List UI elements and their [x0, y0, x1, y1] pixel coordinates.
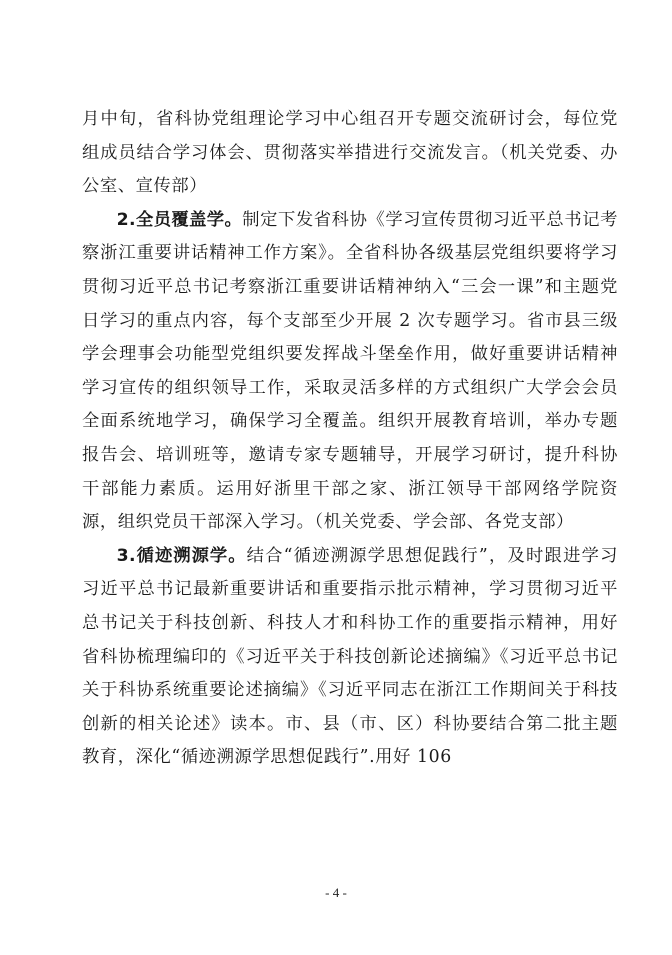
paragraph-3-text: 结合“循迹溯源学思想促践行”，及时跟进学习习近平总书记最新重要讲话和重要指示批示精神，学习贯彻习近平总书记关于科技创新、科技人才和科协工作的重要指示精神，用好省科协梳理编印的《习近平关于科技创新论述摘编》《习近平总书记关于科协系统重要论述摘编》《习近平同志在浙江工作期间关于科技创新的相关论述》读本。市、县（市、区）科协要结合第二批主题教育，深化“循迹溯源学思想促践行”.用好 106	[82, 545, 618, 768]
paragraph-1-text: 月中旬，省科协党组理论学习中心组召开专题交流研讨会，每位党组成员结合学习体会、贯彻落实举措进行交流发言。（机关党委、办公室、宣传部）	[82, 109, 618, 197]
paragraph-2	[82, 204, 618, 540]
paragraph-2-lead: 2.全员覆盖学。	[116, 209, 243, 230]
paragraph-3	[82, 540, 618, 775]
paragraph-1	[82, 103, 618, 204]
paragraph-3-lead: 3.循迹溯源学。	[116, 545, 247, 566]
document-body	[82, 103, 618, 775]
paragraph-2-text: 制定下发省科协《学习宣传贯彻习近平总书记考察浙江重要讲话精神工作方案》。全省科协各级基层党组织要将学习贯彻习近平总书记考察浙江重要讲话精神纳入“三会一课”和主题党日学习的重点内容，每个支部至少开展 2 次专题学习。省市县三级学会理事会功能型党组织要发挥战斗堡垒作用，做好重要讲话精神学习宣传的组织领导工作，采取灵活多样的方式组织广大学会会员全面系统地学习，确保学习全覆盖。组织开展教育培训，举办专题报告会、培训班等，邀请专家专题辅导，开展学习研讨，提升科协干部能力素质。运用好浙里干部之家、浙江领导干部网络学院资源，组织党员干部深入学习。（机关党委、学会部、各党支部）	[82, 209, 618, 533]
page-number: - 4 -	[325, 885, 347, 900]
